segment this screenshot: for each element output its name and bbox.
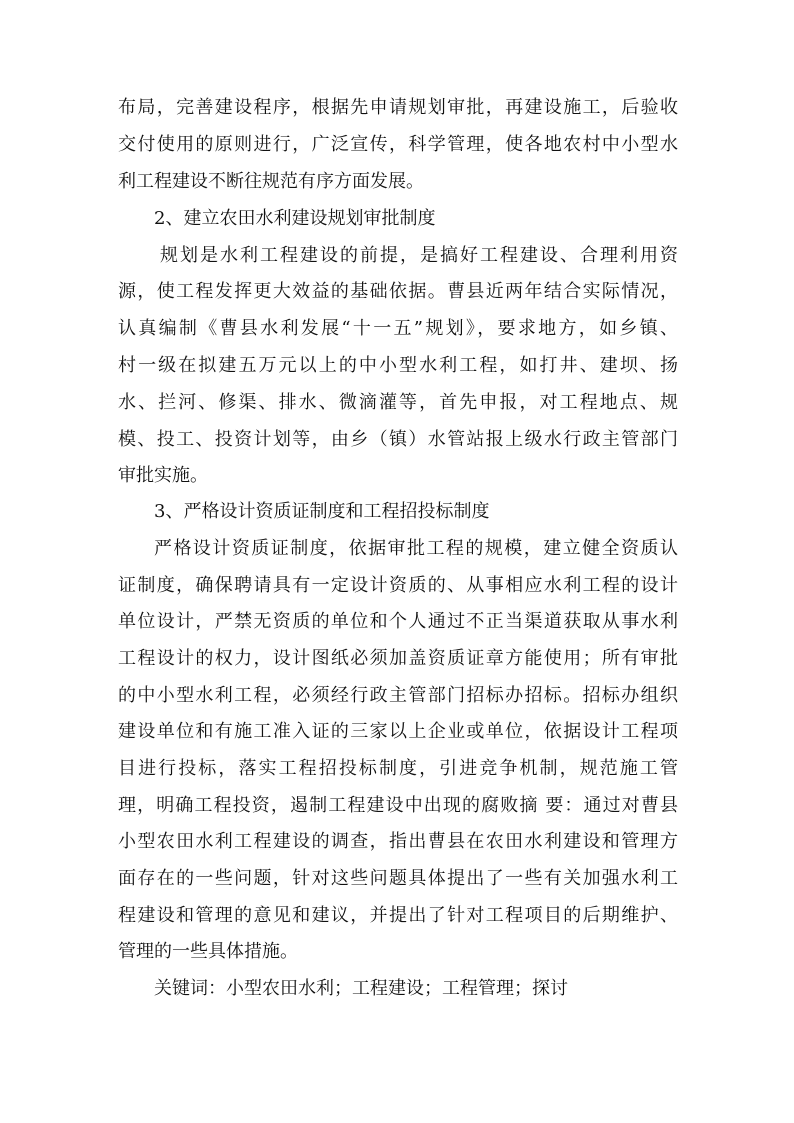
paragraph-1-line-2: 交付使用的原则进行，广泛宣传，科学管理，使各地农村中小型水 <box>118 134 678 155</box>
paragraph-1-line-3: 利工程建设不断往规范有序方面发展。 <box>118 171 424 192</box>
paragraph-1-line-1: 布局，完善建设程序，根据先申请规划审批，再建设施工，后验收 <box>118 97 678 118</box>
paragraph-2-line-7: 审批实施。 <box>118 465 208 486</box>
paragraph-3-line-2: 证制度，确保聘请具有一定设计资质的、从事相应水利工程的设计 <box>118 575 678 596</box>
paragraph-3-line-8: 理，明确工程投资，遏制工程建设中出现的腐败摘 要：通过对曹县 <box>118 795 678 816</box>
paragraph-3-line-7: 目进行投标，落实工程招投标制度，引进竞争机制，规范施工管 <box>118 758 678 779</box>
paragraph-3-line-6: 建设单位和有施工准入证的三家以上企业或单位，依据设计工程项 <box>118 721 678 742</box>
paragraph-2-line-2: 源，使工程发挥更大效益的基础依据。曹县近两年结合实际情况， <box>118 281 678 302</box>
paragraph-3-line-4: 工程设计的权力，设计图纸必须加盖资质证章方能使用；所有审批 <box>118 648 678 669</box>
paragraph-3-line-10: 面存在的一些问题，针对这些问题具体提出了一些有关加强水利工 <box>118 868 678 889</box>
paragraph-2-line-4: 村一级在拟建五万元以上的中小型水利工程，如打井、建坝、扬 <box>118 355 678 376</box>
paragraph-2-line-3: 认真编制《曹县水利发展“十一五”规划》，要求地方，如乡镇、 <box>118 318 678 339</box>
paragraph-2-line-6: 模、投工、投资计划等，由乡（镇）水管站报上级水行政主管部门 <box>118 429 678 450</box>
paragraph-3-line-9: 小型农田水利工程建设的调查，指出曹县在农田水利建设和管理方 <box>118 831 678 852</box>
section-heading-2: 2、建立农田水利建设规划审批制度 <box>154 208 436 229</box>
paragraph-3-line-5: 的中小型水利工程，必须经行政主管部门招标办招标。招标办组织 <box>118 685 678 706</box>
paragraph-3-line-3: 单位设计，严禁无资质的单位和个人通过不正当渠道获取从事水利 <box>118 611 678 632</box>
paragraph-3-line-12: 管理的一些具体措施。 <box>118 941 298 962</box>
paragraph-2-line-1: 规划是水利工程建设的前提，是搞好工程建设、合理利用资 <box>160 245 678 266</box>
section-heading-3: 3、严格设计资质证制度和工程招投标制度 <box>154 501 490 522</box>
keywords-line: 关键词：小型农田水利；工程建设；工程管理；探讨 <box>154 978 568 999</box>
paragraph-3-line-1: 严格设计资质证制度，依据审批工程的规模，建立健全资质认 <box>154 538 678 559</box>
paragraph-2-line-5: 水、拦河、修渠、排水、微滴灌等，首先申报，对工程地点、规 <box>118 392 678 413</box>
paragraph-3-line-11: 程建设和管理的意见和建议，并提出了针对工程项目的后期维护、 <box>118 905 678 926</box>
